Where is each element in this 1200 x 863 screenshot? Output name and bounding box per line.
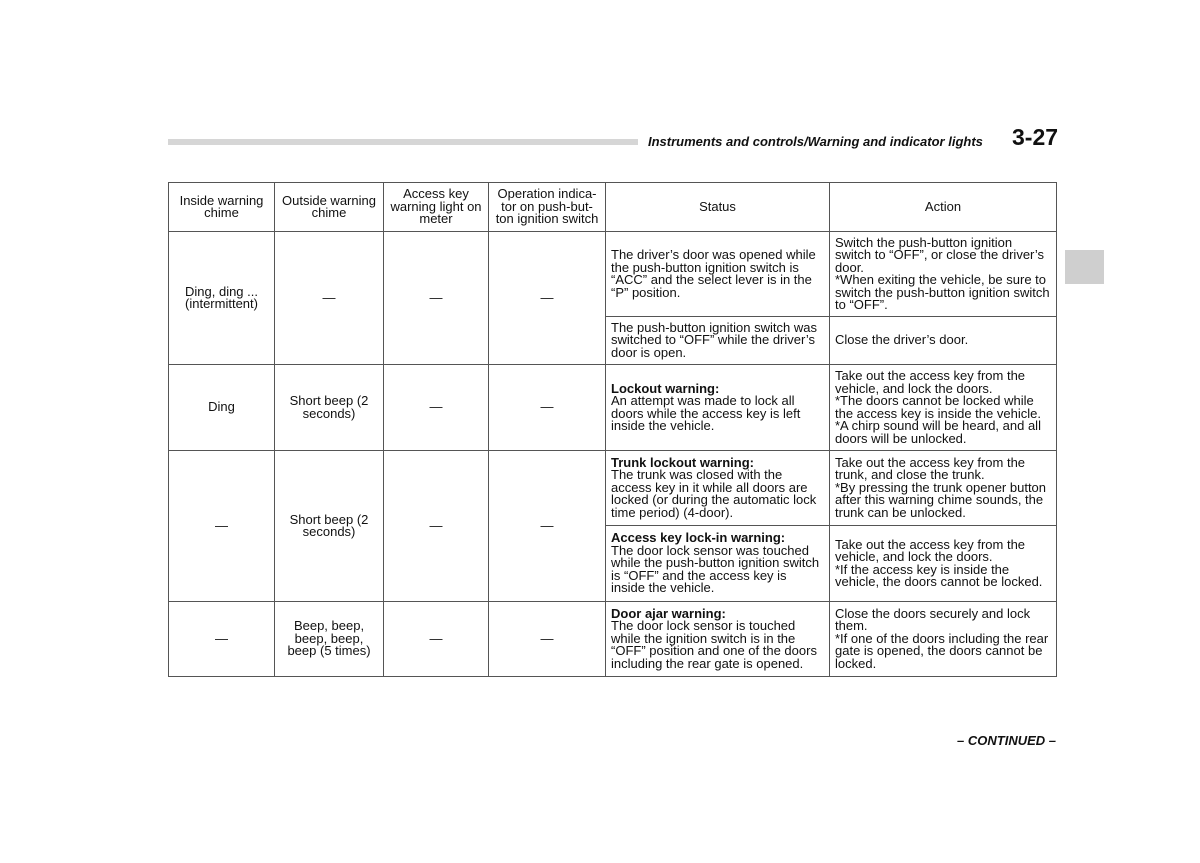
- cell-status: [606, 602, 830, 677]
- cell-status: [606, 365, 830, 451]
- cell-action: [830, 365, 1057, 451]
- action-note: *When exiting the vehicle, be sure to switch the push-button ignition switch to “OFF”.: [835, 272, 1050, 312]
- action-text: Switch the push-button ignition switch to “OFF”, or close the driver’s door.: [835, 234, 1045, 275]
- table-row: [169, 451, 1057, 526]
- action-text: Take out the access key from the vehicle, and lock the doors.: [835, 536, 1026, 564]
- cell-status: The driver’s door was opened while the push-button ignition switch is “ACC” and the select lever is in the “P” position.: [606, 232, 830, 317]
- cell-operation-indicator: —: [489, 602, 606, 677]
- action-note: *A chirp sound will be heard, and all doors will be unlocked.: [835, 418, 1041, 446]
- action-text: Take out the access key from the vehicle, and lock the doors.: [835, 368, 1026, 396]
- header-action: Action: [830, 183, 1057, 232]
- header-inside-chime: Inside warning chime: [169, 183, 275, 232]
- action-note: *By pressing the trunk opener button after this warning chime sounds, the trunk can be unlocked.: [835, 479, 1047, 520]
- cell-operation-indicator: —: [489, 365, 606, 451]
- header-outside-chime: Outside warning chime: [275, 183, 384, 232]
- cell-status: [606, 526, 830, 602]
- cell-access-key-light: —: [384, 451, 489, 602]
- action-note: *The doors cannot be locked while the access key is inside the vehicle.: [835, 393, 1041, 421]
- status-text: The door lock sensor is touched while the ignition switch is in the “OFF” position and one of the doors including the rear gate is opened.: [611, 618, 817, 671]
- cell-operation-indicator: —: [489, 232, 606, 365]
- cell-inside-chime: —: [169, 602, 275, 677]
- status-text: The door lock sensor was touched while the push-button ignition switch is “OFF” and the access key is inside the vehicle.: [611, 542, 820, 596]
- cell-inside-chime: Ding: [169, 365, 275, 451]
- action-note: *If one of the doors including the rear gate is opened, the doors cannot be locked.: [835, 630, 1049, 671]
- header-access-key-light: Access key warning light on meter: [384, 183, 489, 232]
- cell-action: [830, 451, 1057, 526]
- status-title: Access key lock-in warning:: [611, 530, 786, 546]
- cell-status: [606, 451, 830, 526]
- status-text: The trunk was closed with the access key in it while all doors are locked (or during the automatic lock time period) (4-door).: [611, 467, 817, 520]
- cell-access-key-light: —: [384, 232, 489, 365]
- cell-operation-indicator: —: [489, 451, 606, 602]
- header-operation-indicator: Operation indica- tor on push-but- ton ignition switch: [489, 183, 606, 232]
- table-row: [169, 365, 1057, 451]
- section-tab: [1065, 250, 1104, 284]
- cell-outside-chime: Short beep (2 seconds): [275, 365, 384, 451]
- action-text: Take out the access key from the trunk, and close the trunk.: [835, 454, 1026, 483]
- cell-inside-chime: —: [169, 451, 275, 602]
- cell-action: [830, 602, 1057, 677]
- cell-outside-chime: Short beep (2 seconds): [275, 451, 384, 602]
- action-text: Close the doors securely and lock them.: [835, 605, 1031, 634]
- status-title: Door ajar warning:: [611, 605, 726, 621]
- header-status: Status: [606, 183, 830, 232]
- cell-action: [830, 526, 1057, 602]
- cell-action: Close the driver’s door.: [830, 317, 1057, 365]
- status-text: An attempt was made to lock all doors while the access key is left inside the vehicle.: [611, 393, 801, 433]
- cell-outside-chime: —: [275, 232, 384, 365]
- cell-access-key-light: —: [384, 365, 489, 451]
- status-title: Lockout warning:: [611, 380, 720, 396]
- table-row: [169, 232, 1057, 317]
- action-note: *If the access key is inside the vehicle, the doors cannot be locked.: [835, 561, 1043, 589]
- cell-status: The push-button ignition switch was switched to “OFF” while the driver’s door is open.: [606, 317, 830, 365]
- cell-access-key-light: —: [384, 602, 489, 677]
- page-number: 3-27: [1012, 124, 1059, 150]
- warning-chime-table: [168, 182, 1057, 677]
- cell-inside-chime: Ding, ding ... (intermittent): [169, 232, 275, 365]
- cell-action: [830, 232, 1057, 317]
- status-title: Trunk lockout warning:: [611, 454, 755, 470]
- table-row: [169, 602, 1057, 677]
- continued-label: – CONTINUED –: [957, 733, 1056, 748]
- running-header: Instruments and controls/Warning and indicator lights: [648, 134, 983, 149]
- cell-outside-chime: Beep, beep, beep, beep, beep (5 times): [275, 602, 384, 677]
- table-header-row: [169, 183, 1057, 232]
- header-rule: [168, 139, 638, 145]
